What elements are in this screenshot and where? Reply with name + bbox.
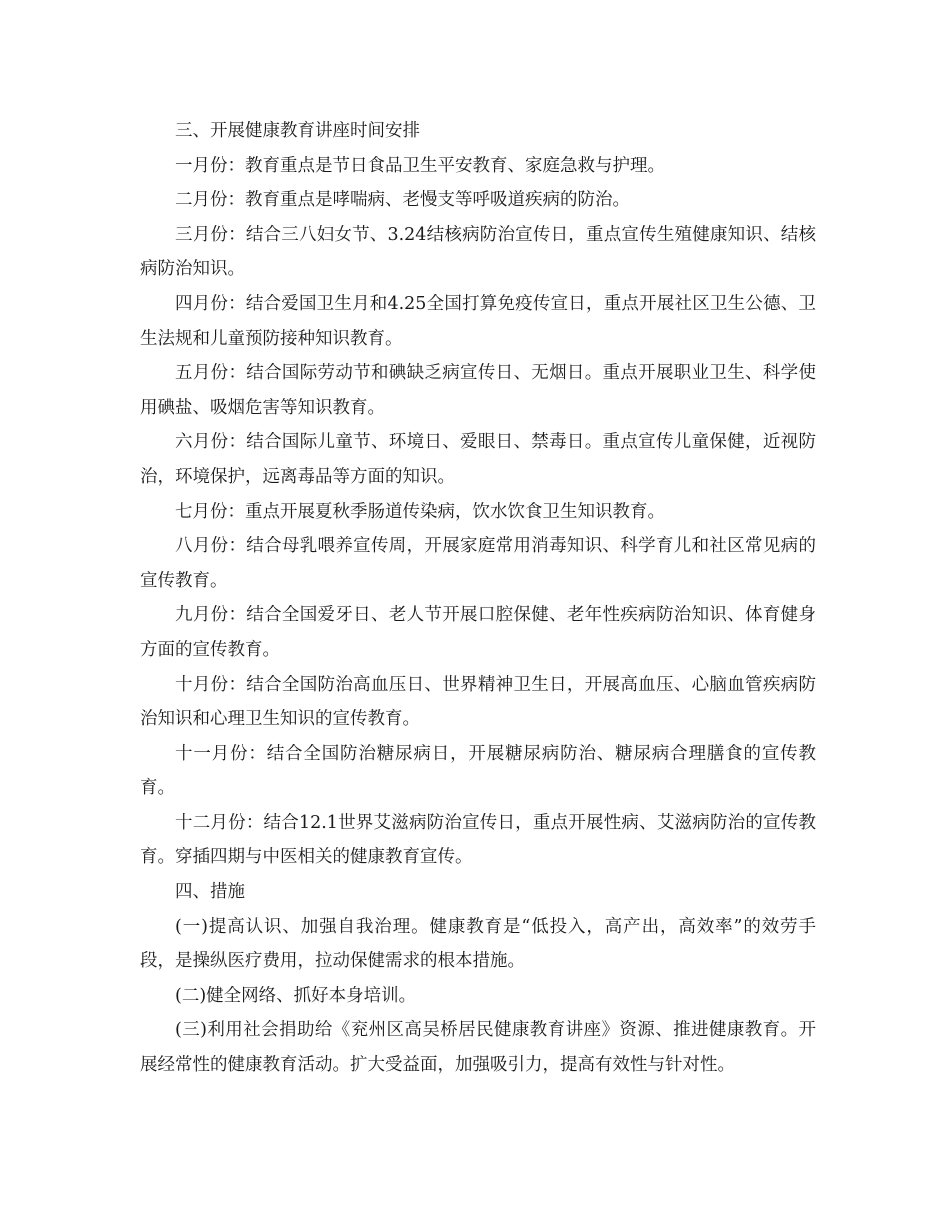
paragraph-april: 四月份：结合爱国卫生月和4.25全国打算免疫传宣日，重点开展社区卫生公德、卫生法规和儿童预防接种知识教育。 [140,293,816,349]
paragraph-january: 一月份：教育重点是节日食品卫生平安教育、家庭急救与护理。 [175,155,665,176]
measure-item-1: (一)提高认识、加强自我治理。健康教育是“低投入，高产出，高效率”的效劳手段，是操纵医疗费用，拉动保健需求的根本措施。 [140,916,816,972]
paragraph-september: 九月份：结合全国爱牙日、老人节开展口腔保健、老年性疾病防治知识、体育健身方面的宣传教育。 [140,605,816,660]
paragraph-july: 七月份：重点开展夏秋季肠道传染病，饮水饮食卫生知识教育。 [175,501,665,522]
paragraph-march: 三月份：结合三八妇女节、3.24结核病防治宣传日，重点宣传生殖健康知识、结核病防治知识。 [140,224,816,280]
paragraph-november: 十一月份：结合全国防治糖尿病日，开展糖尿病防治、糖尿病合理膳食的宣传教育。 [140,743,816,799]
paragraph-february: 二月份：教育重点是哮喘病、老慢支等呼吸道疾病的防治。 [175,190,630,211]
measure-item-2: (二)健全网络、抓好本身培训。 [175,985,417,1006]
paragraph-december: 十二月份：结合12.1世界艾滋病防治宣传日，重点开展性病、艾滋病防治的宣传教育。穿插四期与中医相关的健康教育宣传。 [140,812,816,868]
section-heading-measures: 四、措施 [175,882,245,903]
paragraph-august: 八月份：结合母乳喂养宣传周，开展家庭常用消毒知识、科学育儿和社区常见病的宣传教育。 [140,536,816,591]
section-heading-schedule: 三、开展健康教育讲座时间安排 [175,121,420,141]
paragraph-june: 六月份：结合国际儿童节、环境日、爱眼日、禁毒日。重点宣传儿童保健，近视防治，环境保护，远离毒品等方面的知识。 [140,432,816,487]
document-body [140,114,816,1083]
measure-item-3: (三)利用社会捐助给《兖州区高吴桥居民健康教育讲座》资源、推进健康教育。开展经常性的健康教育活动。扩大受益面，加强吸引力，提高有效性与针对性。 [140,1020,816,1076]
paragraph-october: 十月份：结合全国防治高血压日、世界精神卫生日，开展高血压、心脑血管疾病防治知识和心理卫生知识的宣传教育。 [140,674,816,730]
paragraph-may: 五月份：结合国际劳动节和碘缺乏病宣传日、无烟日。重点开展职业卫生、科学使用碘盐、吸烟危害等知识教育。 [140,363,816,418]
